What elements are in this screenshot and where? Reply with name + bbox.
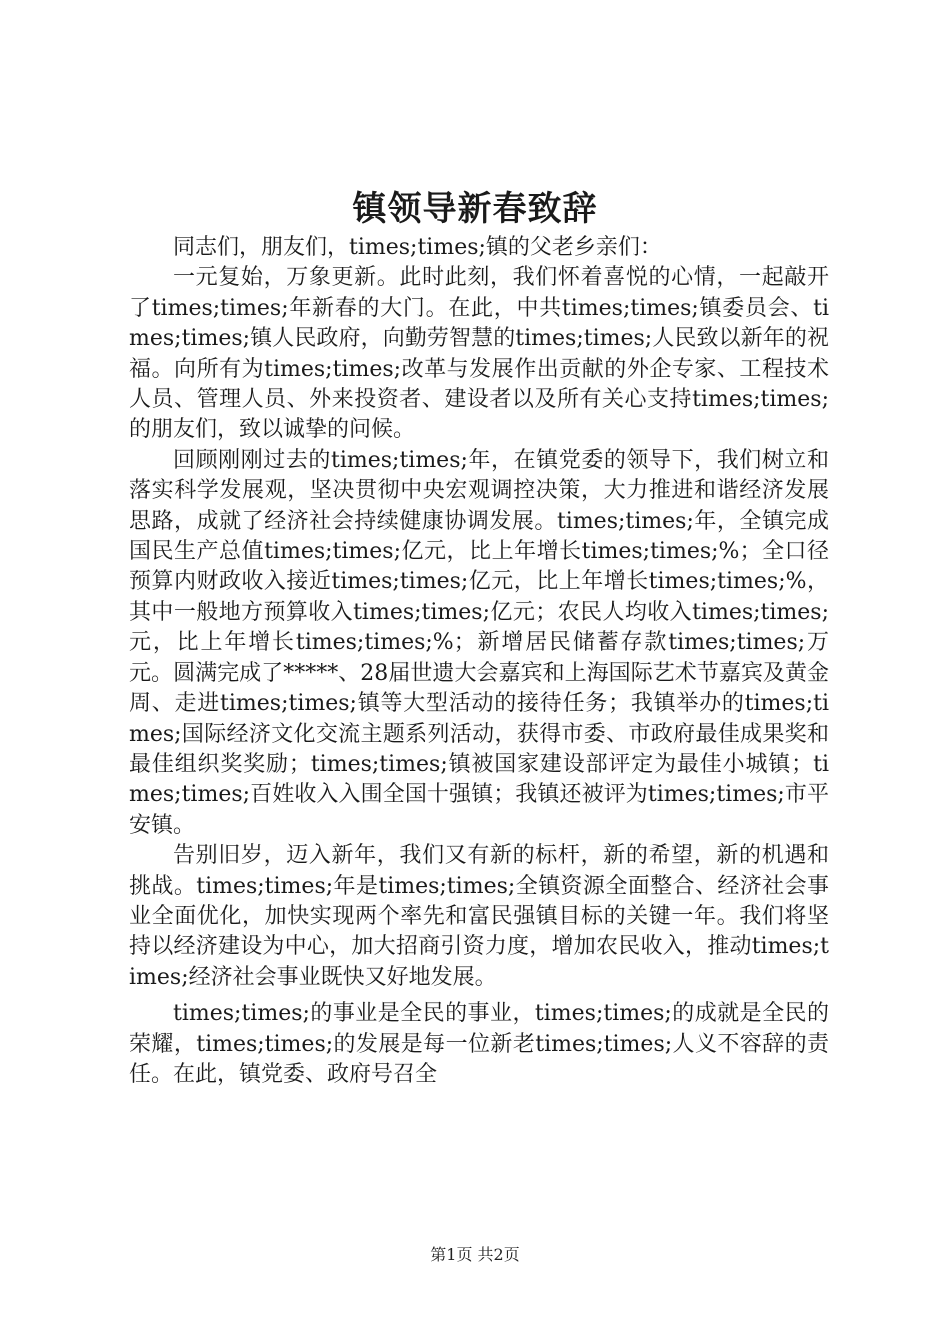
document-title: 镇领导新春致辞 (352, 189, 598, 229)
paragraph-call-to-action: times;times;的事业是全民的事业，times;times;的成就是全民的荣耀，times;times;的发展是每一位新老times;times;人义不容辞的责任。在此，镇党委、政府号召全 (129, 1001, 829, 1087)
document-body (129, 233, 829, 1090)
paragraph-new-year-wishes: 一元复始，万象更新。此时此刻，我们怀着喜悦的心情，一起敲开了times;times;年新春的大门。在此，中共times;times;镇委员会、times;times;镇人民政府，向勤劳智慧的times;times;人民致以新年的祝福。向所有为times;times;改革与发展作出贡献的外企专家、工程技术人员、管理人员、外来投资者、建设者以及所有关心支持times;times;的朋友们，致以诚挚的问候。 (129, 265, 829, 443)
paragraph-review-last-year: 回顾刚刚过去的times;times;年，在镇党委的领导下，我们树立和落实科学发展观，坚决贯彻中央宏观调控决策，大力推进和谐经济发展思路，成就了经济社会持续健康协调发展。times;times;年，全镇完成国民生产总值times;times;亿元，比上年增长times;times;%；全口径预算内财政收入接近times;times;亿元，比上年增长times;times;%，其中一般地方预算收入times;times;亿元；农民人均收入times;times;元，比上年增长times;times;%；新增居民储蓄存款times;times;万元。圆满完成了*****、28届世遗大会嘉宾和上海国际艺术节嘉宾及黄金周、走进times;times;镇等大型活动的接待任务；我镇举办的times;times;国际经济文化交流主题系列活动，获得市委、市政府最佳成果奖和最佳组织奖奖励；times;times;镇被国家建设部评定为最佳小城镇；times;times;百姓收入入围全国十强镇；我镇还被评为times;times;市平安镇。 (129, 447, 829, 838)
page-footer: 第1页 共2页 (430, 1245, 520, 1264)
paragraph-new-goals: 告别旧岁，迈入新年，我们又有新的标杆，新的希望，新的机遇和挑战。times;times;年是times;times;全镇资源全面整合、经济社会事业全面优化，加快实现两个率先和富民强镇目标的关键一年。我们将坚持以经济建设为中心，加大招商引资力度，增加农民收入，推动times;times;经济社会事业既快又好地发展。 (129, 843, 829, 990)
paragraph-greeting: 同志们，朋友们，times;times;镇的父老乡亲们： (173, 235, 662, 260)
